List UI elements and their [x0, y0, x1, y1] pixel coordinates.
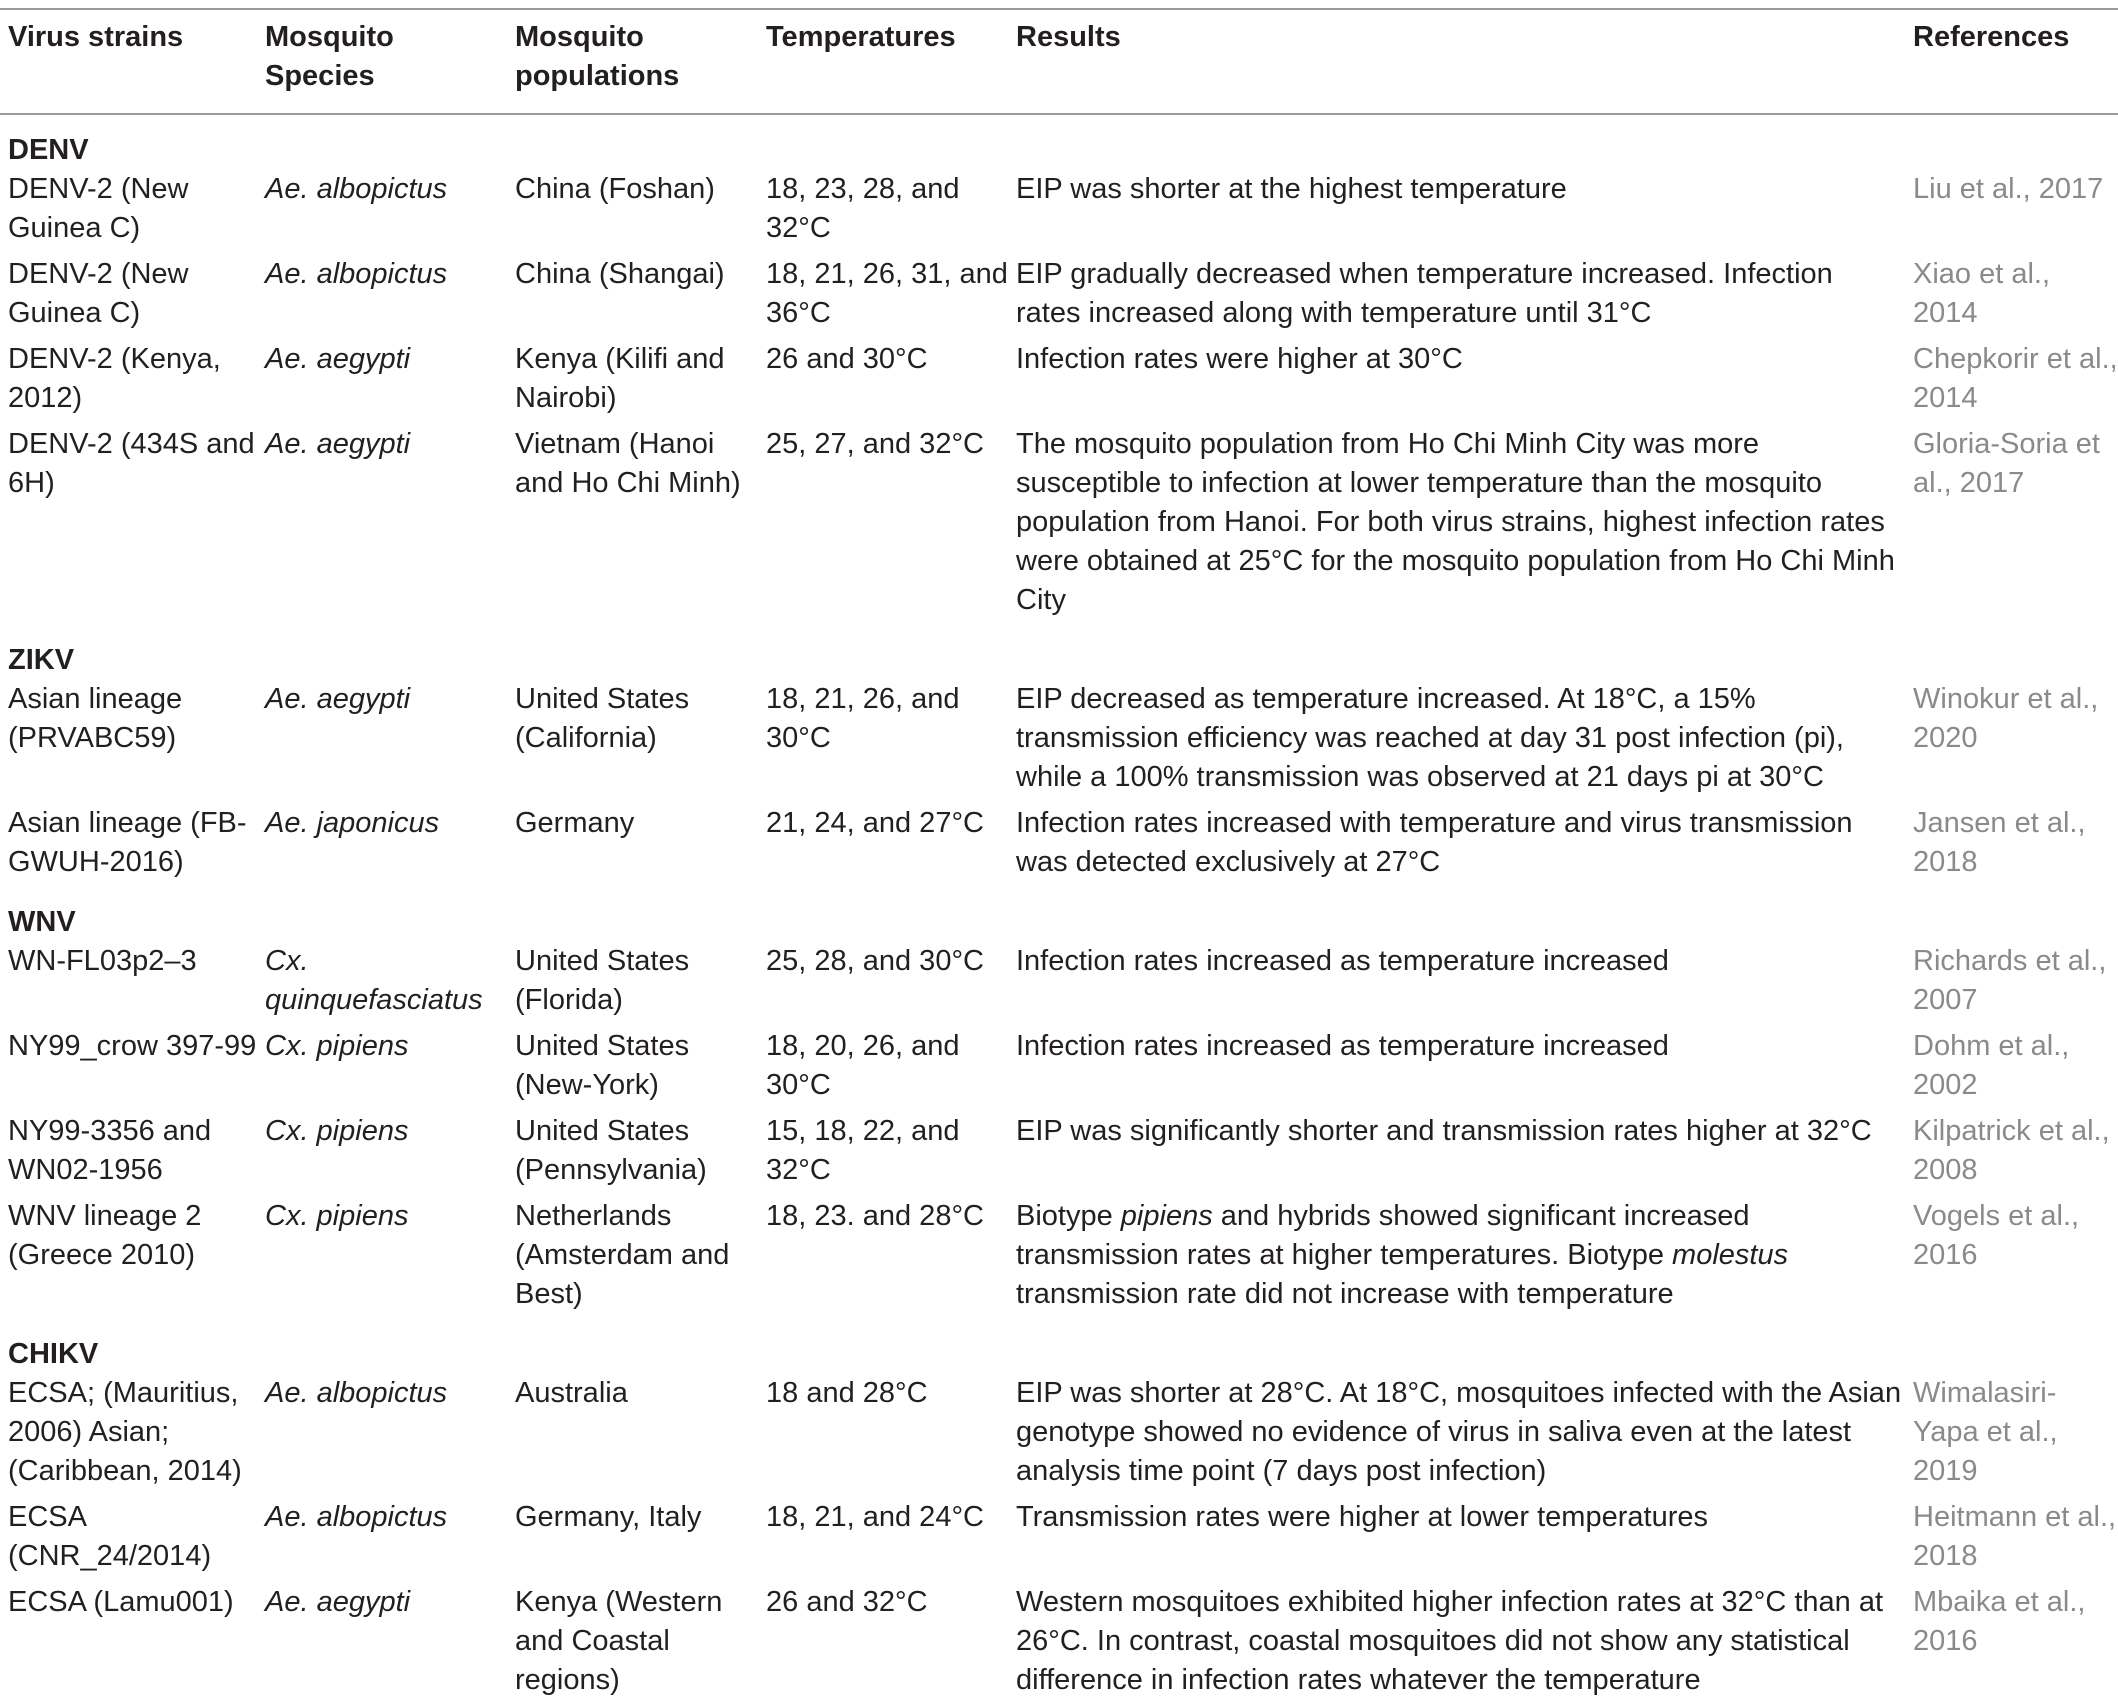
cell-mosquito-population: United States (California) — [515, 683, 690, 754]
cell-virus-strain: Asian lineage (FB-GWUH-2016) — [8, 807, 247, 878]
table-header-row — [0, 18, 2118, 113]
results-text: and hybrids showed significant increased transmission rates at higher temperatures. Biotype — [1016, 1200, 1750, 1271]
table-row — [0, 1112, 2118, 1197]
cell-results — [1008, 1374, 1905, 1498]
group-row-denv — [0, 113, 2118, 170]
results-text: The mosquito population from Ho Chi Minh City was more susceptible to infection at lower temperature than the mosquito population from Hanoi. For both virus strains, highest infection rates were obtained at 25°C for the mosquito population from Ho Chi Minh City — [1016, 428, 1895, 616]
cell-reference: Mbaika et al., 2016 — [1913, 1586, 2086, 1657]
cell-results — [1008, 1197, 1905, 1321]
cell-reference: Dohm et al., 2002 — [1913, 1030, 2070, 1101]
cell-reference: Jansen et al., 2018 — [1913, 807, 2086, 878]
cell-temperatures: 18, 21, 26, 31, and 36°C — [766, 258, 1008, 329]
cell-mosquito-species: Cx. pipiens — [265, 1115, 409, 1147]
cell-mosquito-species: Cx. pipiens — [265, 1030, 409, 1062]
cell-reference: Winokur et al., 2020 — [1913, 683, 2099, 754]
cell-mosquito-species: Cx. quinquefasciatus — [265, 945, 483, 1016]
cell-mosquito-species: Ae. aegypti — [265, 683, 411, 715]
cell-reference: Liu et al., 2017 — [1913, 173, 2104, 205]
results-text: Infection rates were higher at 30°C — [1016, 343, 1463, 375]
group-row-chikv — [0, 1321, 2118, 1374]
results-text: EIP was shorter at the highest temperature — [1016, 173, 1567, 205]
cell-temperatures: 18, 23, 28, and 32°C — [766, 173, 960, 244]
cell-mosquito-species: Ae. aegypti — [265, 428, 411, 460]
cell-temperatures: 26 and 30°C — [766, 343, 928, 375]
virus-temperature-table — [0, 18, 2118, 1707]
cell-temperatures: 18 and 28°C — [766, 1377, 928, 1409]
results-italic-term: molestus — [1672, 1239, 1789, 1271]
cell-reference: Heitmann et al., 2018 — [1913, 1501, 2117, 1572]
cell-results — [1008, 680, 1905, 804]
results-text: EIP decreased as temperature increased. At 18°C, a 15% transmission efficiency was reached at day 31 post infection (pi), while a 100% transmission was observed at 21 days pi at 30°C — [1016, 683, 1844, 793]
results-text: Transmission rates were higher at lower temperatures — [1016, 1501, 1708, 1533]
header-virus-strains: Virus strains — [8, 21, 184, 53]
cell-virus-strain: WNV lineage 2 (Greece 2010) — [8, 1200, 202, 1271]
cell-results — [1008, 425, 1905, 627]
cell-results — [1008, 340, 1905, 425]
results-italic-term: pipiens — [1120, 1200, 1213, 1232]
cell-mosquito-population: United States (New-York) — [515, 1030, 690, 1101]
cell-results — [1008, 942, 1905, 1027]
cell-reference: Vogels et al., 2016 — [1913, 1200, 2080, 1271]
table-row — [0, 1583, 2118, 1707]
cell-virus-strain: WN-FL03p2–3 — [8, 945, 197, 977]
cell-mosquito-species: Ae. albopictus — [265, 258, 448, 290]
cell-virus-strain: DENV-2 (434S and 6H) — [8, 428, 255, 499]
cell-results — [1008, 255, 1905, 340]
table-row — [0, 1197, 2118, 1321]
cell-virus-strain: DENV-2 (New Guinea C) — [8, 258, 189, 329]
header-results: Results — [1016, 21, 1121, 53]
results-text: EIP was shorter at 28°C. At 18°C, mosquitoes infected with the Asian genotype showed no evidence of virus in saliva even at the latest analysis time point (7 days post infection) — [1016, 1377, 1902, 1487]
cell-temperatures: 18, 23. and 28°C — [766, 1200, 984, 1232]
table-row — [0, 255, 2118, 340]
results-text: Biotype — [1016, 1200, 1121, 1232]
table-row — [0, 340, 2118, 425]
group-label: ZIKV — [8, 644, 75, 676]
cell-reference: Wimalasiri-Yapa et al., 2019 — [1913, 1377, 2058, 1487]
cell-mosquito-species: Ae. japonicus — [265, 807, 440, 839]
cell-temperatures: 25, 28, and 30°C — [766, 945, 984, 977]
group-row-wnv — [0, 889, 2118, 942]
table-row — [0, 1374, 2118, 1498]
top-rule — [0, 8, 2118, 10]
cell-temperatures: 21, 24, and 27°C — [766, 807, 984, 839]
cell-temperatures: 18, 21, and 24°C — [766, 1501, 984, 1533]
table-row — [0, 425, 2118, 627]
cell-reference: Kilpatrick et al., 2008 — [1913, 1115, 2110, 1186]
cell-temperatures: 15, 18, 22, and 32°C — [766, 1115, 960, 1186]
header-mosquito-species: Mosquito Species — [265, 21, 394, 92]
cell-mosquito-population: Germany, Italy — [515, 1501, 702, 1533]
results-text: EIP was significantly shorter and transmission rates higher at 32°C — [1016, 1115, 1872, 1147]
table-row — [0, 1027, 2118, 1112]
cell-mosquito-population: Netherlands (Amsterdam and Best) — [515, 1200, 730, 1310]
cell-temperatures: 18, 20, 26, and 30°C — [766, 1030, 960, 1101]
cell-reference: Xiao et al., 2014 — [1913, 258, 2051, 329]
results-text: Infection rates increased with temperature and virus transmission was detected exclusively at 27°C — [1016, 807, 1853, 878]
cell-virus-strain: ECSA (CNR_24/2014) — [8, 1501, 212, 1572]
results-text: Western mosquitoes exhibited higher infection rates at 32°C than at 26°C. In contrast, coastal mosquitoes did not show any statistical difference in infection rates whatever the temperature — [1016, 1586, 1884, 1696]
cell-virus-strain: Asian lineage (PRVABC59) — [8, 683, 183, 754]
cell-mosquito-species: Ae. albopictus — [265, 1501, 448, 1533]
results-text: transmission rate did not increase with temperature — [1016, 1278, 1674, 1310]
cell-virus-strain: DENV-2 (New Guinea C) — [8, 173, 189, 244]
group-label: DENV — [8, 134, 89, 166]
cell-mosquito-species: Ae. albopictus — [265, 1377, 448, 1409]
table-row — [0, 1498, 2118, 1583]
cell-results — [1008, 1112, 1905, 1197]
results-text: Infection rates increased as temperature increased — [1016, 1030, 1669, 1062]
cell-virus-strain: DENV-2 (Kenya, 2012) — [8, 343, 221, 414]
table-row — [0, 942, 2118, 1027]
cell-virus-strain: NY99_crow 397-99 — [8, 1030, 257, 1062]
cell-temperatures: 18, 21, 26, and 30°C — [766, 683, 960, 754]
table-row — [0, 680, 2118, 804]
results-text: Infection rates increased as temperature increased — [1016, 945, 1669, 977]
cell-mosquito-species: Ae. aegypti — [265, 343, 411, 375]
table-body — [0, 113, 2118, 1707]
header-temperatures: Temperatures — [766, 21, 956, 53]
group-label: WNV — [8, 906, 76, 938]
cell-mosquito-population: China (Shangai) — [515, 258, 725, 290]
table-row — [0, 804, 2118, 889]
cell-mosquito-species: Ae. aegypti — [265, 1586, 411, 1618]
cell-mosquito-population: United States (Florida) — [515, 945, 690, 1016]
table-row — [0, 170, 2118, 255]
cell-results — [1008, 170, 1905, 255]
group-row-zikv — [0, 627, 2118, 680]
cell-mosquito-species: Ae. albopictus — [265, 173, 448, 205]
cell-reference: Gloria-Soria et al., 2017 — [1913, 428, 2100, 499]
cell-temperatures: 25, 27, and 32°C — [766, 428, 984, 460]
cell-mosquito-population: Kenya (Kilifi and Nairobi) — [515, 343, 725, 414]
cell-virus-strain: NY99-3356 and WN02-1956 — [8, 1115, 212, 1186]
results-text: EIP gradually decreased when temperature increased. Infection rates increased along with temperature until 31°C — [1016, 258, 1833, 329]
cell-mosquito-species: Cx. pipiens — [265, 1200, 409, 1232]
cell-reference: Chepkorir et al., 2014 — [1913, 343, 2118, 414]
cell-virus-strain: ECSA (Lamu001) — [8, 1586, 234, 1618]
cell-mosquito-population: China (Foshan) — [515, 173, 715, 205]
cell-mosquito-population: Kenya (Western and Coastal regions) — [515, 1586, 723, 1696]
group-label: CHIKV — [8, 1338, 99, 1370]
cell-mosquito-population: Germany — [515, 807, 635, 839]
cell-results — [1008, 1027, 1905, 1112]
cell-results — [1008, 804, 1905, 889]
cell-mosquito-population: Australia — [515, 1377, 628, 1409]
cell-virus-strain: ECSA; (Mauritius, 2006) Asian; (Caribbean, 2014) — [8, 1377, 242, 1487]
header-references: References — [1913, 21, 2070, 53]
header-mosquito-populations: Mosquito populations — [515, 21, 680, 92]
cell-reference: Richards et al., 2007 — [1913, 945, 2107, 1016]
cell-results — [1008, 1583, 1905, 1707]
cell-temperatures: 26 and 32°C — [766, 1586, 928, 1618]
cell-mosquito-population: United States (Pennsylvania) — [515, 1115, 707, 1186]
cell-mosquito-population: Vietnam (Hanoi and Ho Chi Minh) — [515, 428, 741, 499]
cell-results — [1008, 1498, 1905, 1583]
